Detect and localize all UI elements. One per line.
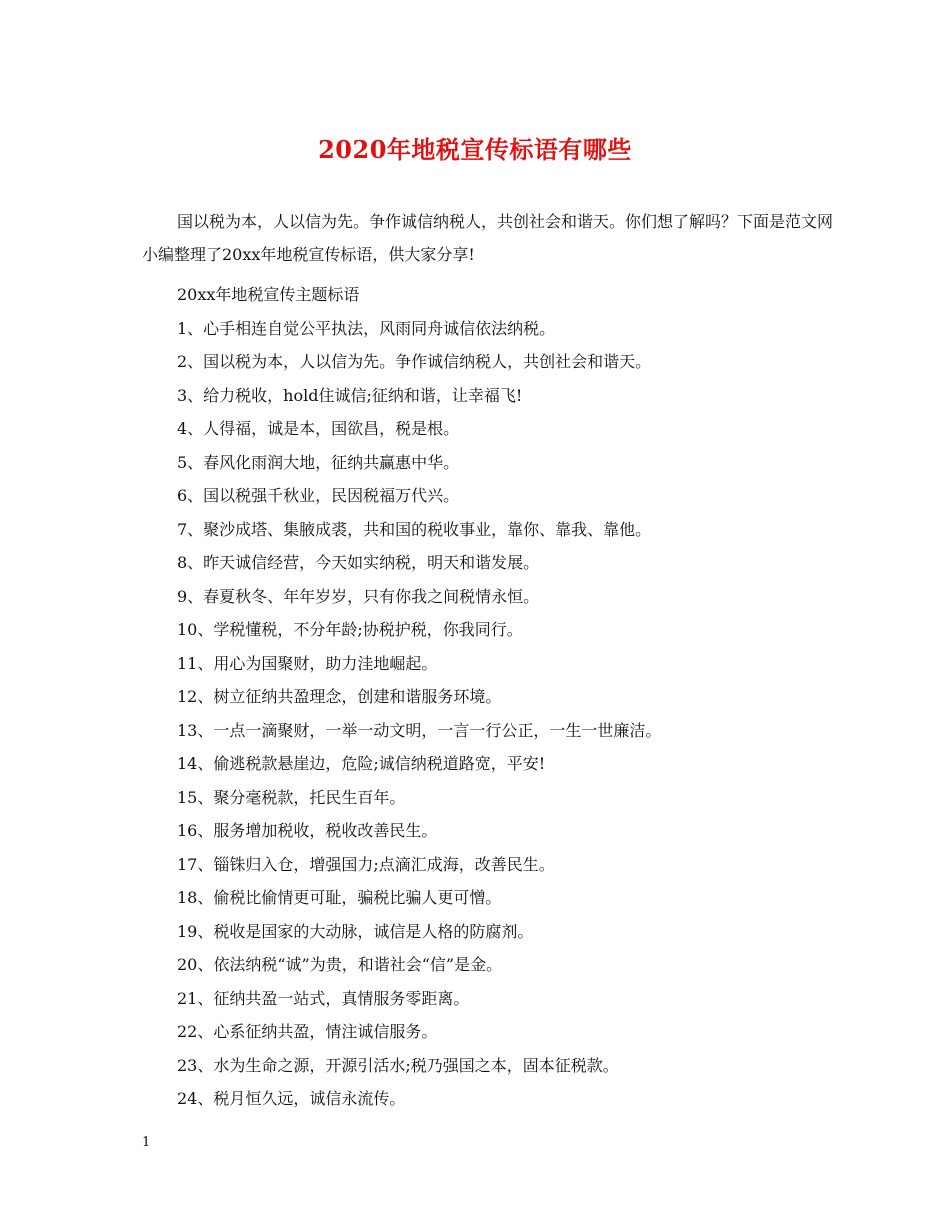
page-number: 1 <box>142 1135 151 1150</box>
slogan-item: 14、偷逃税款悬崖边，危险;诚信纳税道路宽，平安! <box>177 754 546 773</box>
slogan-item: 6、国以税强千秋业，民因税福万代兴。 <box>177 486 460 505</box>
slogan-item: 7、聚沙成塔、集腋成裘，共和国的税收事业，靠你、靠我、靠他。 <box>177 519 652 539</box>
slogan-item: 1、心手相连自觉公平执法，风雨同舟诚信依法纳税。 <box>177 318 556 338</box>
slogan-item: 2、国以税为本，人以信为先。争作诚信纳税人，共创社会和谐天。 <box>177 352 652 371</box>
slogan-item: 23、水为生命之源，开源引活水;税乃强国之本，固本征税款。 <box>177 1055 619 1075</box>
slogan-item: 18、偷税比偷情更可耻，骗税比骗人更可憎。 <box>177 888 502 907</box>
slogan-item: 21、征纳共盈一站式，真情服务零距离。 <box>177 988 470 1008</box>
slogan-item: 24、税月恒久远，诚信永流传。 <box>177 1089 406 1108</box>
slogan-item: 3、给力税收，hold住诚信;征纳和谐，让幸福飞! <box>177 385 523 405</box>
slogan-item: 15、聚分毫税款，托民生百年。 <box>177 787 406 807</box>
document-title: 2020年地税宣传标语有哪些 <box>318 135 632 164</box>
slogan-item: 17、锱铢归入仓，增强国力;点滴汇成海，改善民生。 <box>177 854 555 874</box>
section-heading: 20xx年地税宣传主题标语 <box>177 285 360 304</box>
slogan-item: 22、心系征纳共盈，情注诚信服务。 <box>177 1022 438 1041</box>
slogan-item: 8、昨天诚信经营，今天如实纳税，明天和谐发展。 <box>177 553 540 572</box>
slogan-item: 12、树立征纳共盈理念，创建和谐服务环境。 <box>177 687 502 706</box>
slogan-item: 11、用心为国聚财，助力洼地崛起。 <box>177 653 438 673</box>
slogan-item: 19、税收是国家的大动脉，诚信是人格的防腐剂。 <box>177 921 534 941</box>
slogan-item: 9、春夏秋冬、年年岁岁，只有你我之间税情永恒。 <box>177 586 540 606</box>
slogan-item: 4、人得福，诚是本，国欲昌，税是根。 <box>177 419 460 438</box>
slogan-item: 5、春风化雨润大地，征纳共赢惠中华。 <box>177 452 460 472</box>
slogan-item: 10、学税懂税，不分年龄;协税护税，你我同行。 <box>177 620 523 639</box>
slogan-list <box>177 278 857 1116</box>
slogan-item: 13、一点一滴聚财，一举一动文明，一言一行公正，一生一世廉洁。 <box>177 720 662 740</box>
intro-paragraph: 国以税为本，人以信为先。争作诚信纳税人，共创社会和谐天。你们想了解吗？下面是范文网小编整理了20xx年地税宣传标语，供大家分享! <box>142 212 834 264</box>
slogan-item: 16、服务增加税收，税收改善民生。 <box>177 821 438 840</box>
slogan-item: 20、依法纳税“诚”为贵，和谐社会“信”是金。 <box>177 955 503 974</box>
